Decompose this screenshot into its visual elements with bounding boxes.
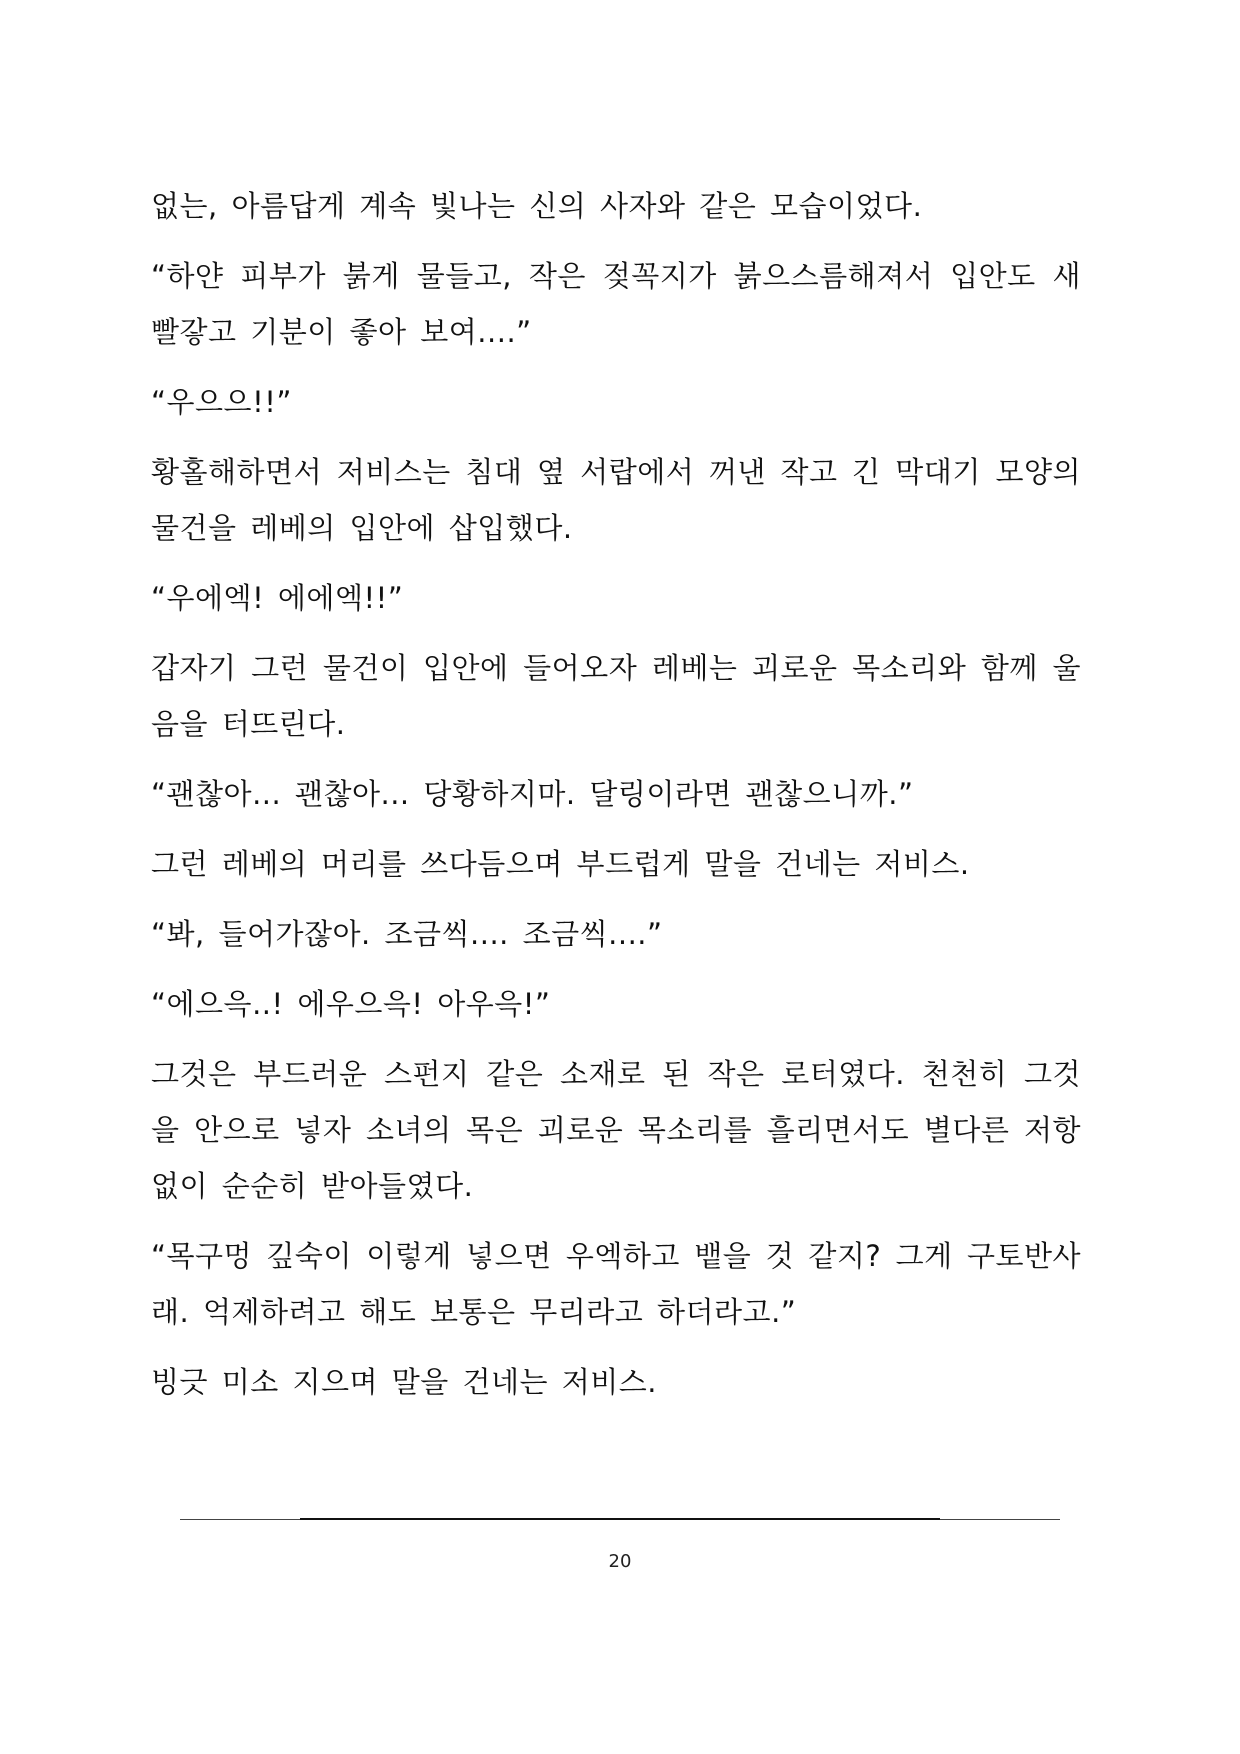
paragraph: “에으윽..! 에우으윽! 아우윽!” bbox=[151, 987, 551, 1021]
paragraph: 갑자기 그런 물건이 입안에 들어오자 레베는 괴로운 목소리와 함께 울음을 터뜨린다. bbox=[151, 651, 1081, 741]
paragraph: “괜찮아... 괜찮아... 당황하지마. 달링이라면 괜찮으니까.” bbox=[151, 777, 914, 811]
paragraph: “목구멍 깊숙이 이렇게 넣으면 우엑하고 뱉을 것 같지? 그게 구토반사래. 억제하려고 해도 보통은 무리라고 하더라고.” bbox=[151, 1239, 1081, 1329]
paragraph: 황홀해하면서 저비스는 침대 옆 서랍에서 꺼낸 작고 긴 막대기 모양의 물건을 레베의 입안에 삽입했다. bbox=[151, 455, 1081, 545]
page-number: 20 bbox=[608, 1551, 632, 1572]
paragraph: “봐, 들어가잖아. 조금씩.... 조금씩....” bbox=[151, 917, 663, 951]
footer-divider-accent bbox=[300, 1518, 940, 1520]
body-text bbox=[151, 178, 1081, 1424]
paragraph: 없는, 아름답게 계속 빛나는 신의 사자와 같은 모습이었다. bbox=[151, 189, 923, 223]
paragraph: 빙긋 미소 지으며 말을 건네는 저비스. bbox=[151, 1365, 658, 1399]
paragraph: 그것은 부드러운 스펀지 같은 소재로 된 작은 로터였다. 천천히 그것을 안으로 넣자 소녀의 목은 괴로운 목소리를 흘리면서도 별다른 저항없이 순순히 받아들였다. bbox=[151, 1057, 1081, 1203]
paragraph: “우에엑! 에에엑!!” bbox=[151, 581, 404, 615]
paragraph: “우으으!!” bbox=[151, 385, 292, 419]
paragraph: 그런 레베의 머리를 쓰다듬으며 부드럽게 말을 건네는 저비스. bbox=[151, 847, 970, 881]
paragraph: “하얀 피부가 붉게 물들고, 작은 젖꼭지가 붉으스름해져서 입안도 새빨갛고 기분이 좋아 보여....” bbox=[151, 259, 1081, 349]
